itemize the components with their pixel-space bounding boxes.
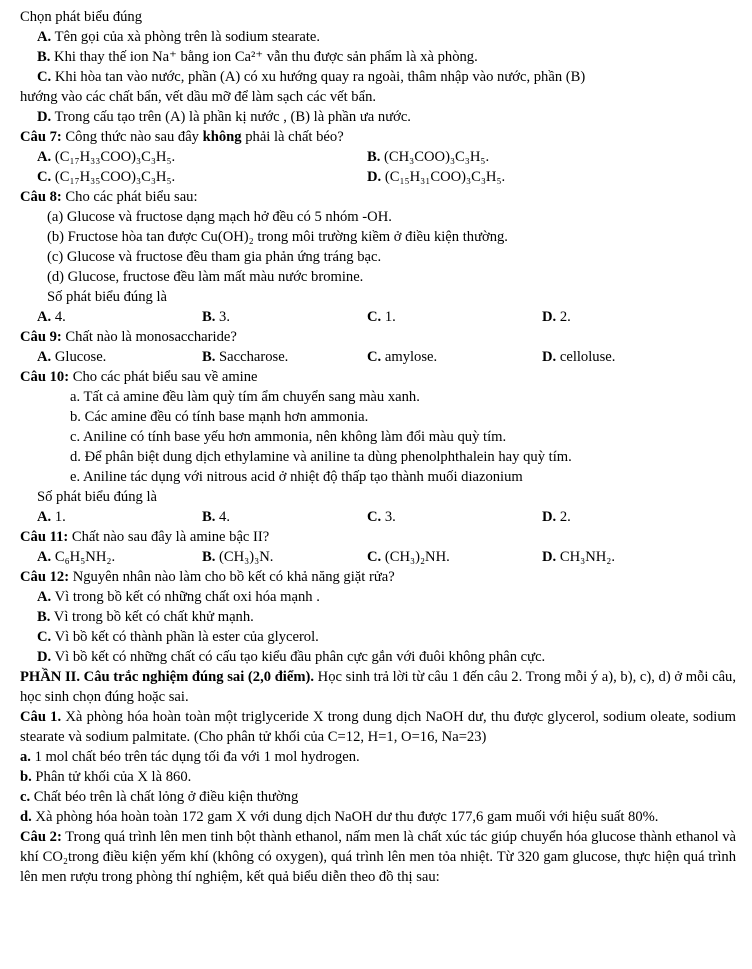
statement-text: Phân tử khối của X là 860.	[35, 769, 192, 785]
statement-letter: c.	[20, 789, 31, 805]
q9-options	[20, 347, 736, 367]
q12-option-a[interactable]	[20, 587, 736, 607]
q8-item: (d) Glucose, fructose đều làm mất màu nước bromine.	[47, 269, 364, 285]
statement-letter: b.	[20, 769, 32, 785]
option-letter: A.	[37, 149, 52, 165]
section-instruction: Học sinh trả lời từ câu 1 đến câu 2. Trong mỗi ý a), b), c), d) ở mỗi câu, học sinh chọn đúng hoặc sai.	[20, 669, 736, 705]
option-text: celloluse.	[559, 349, 616, 365]
q10-item: a. Tất cả amine đều làm quỳ tím ẩm chuyển sang màu xanh.	[70, 389, 420, 405]
q11-option-b[interactable]	[202, 547, 367, 567]
question-label: Câu 10:	[20, 369, 70, 385]
q10-option-d[interactable]	[542, 507, 707, 527]
option-letter: D.	[367, 169, 382, 185]
option-letter: B.	[202, 509, 216, 525]
stem-text: Cho các phát biểu sau:	[65, 189, 198, 205]
option-text: (C₁₇H₃₃COO)₃C₃H₅.	[54, 149, 176, 165]
q8-item: (c) Glucose và fructose đều tham gia phản ứng tráng bạc.	[47, 249, 382, 265]
p2q1-statement-d	[20, 807, 736, 827]
q10-item: c. Aniline có tính base yếu hơn ammonia, nên không làm đổi màu quỳ tím.	[70, 429, 507, 445]
statement-text: Xà phòng hóa hoàn toàn 172 gam X với dung dịch NaOH dư thu được 177,6 gam muối với hiệu suất 80%.	[35, 809, 659, 825]
option-letter: C.	[37, 169, 52, 185]
statement-text: Chất béo trên là chất lỏng ở điều kiện thường	[33, 789, 299, 805]
q9-option-b[interactable]	[202, 347, 367, 367]
q11-options	[20, 547, 736, 567]
option-letter: A.	[37, 589, 52, 605]
q7-option-d[interactable]	[367, 167, 697, 187]
option-text: Tên gọi của xà phòng trên là sodium stearate.	[54, 29, 321, 45]
statement-letter: d.	[20, 809, 32, 825]
q12-option-d[interactable]	[20, 647, 736, 667]
option-text: Vì bồ kết có thành phần là ester của glycerol.	[54, 629, 319, 645]
q6-option-d[interactable]	[20, 107, 736, 127]
q8-options	[20, 307, 736, 327]
part2-header	[20, 667, 736, 707]
q7-options-row2	[20, 167, 736, 187]
option-letter: D.	[542, 349, 557, 365]
q10-option-b[interactable]	[202, 507, 367, 527]
q7-option-a[interactable]	[37, 147, 367, 167]
q10-option-a[interactable]	[37, 507, 202, 527]
q11-option-d[interactable]	[542, 547, 707, 567]
option-text: C₆H₅NH₂.	[54, 549, 116, 565]
option-letter: B.	[37, 609, 51, 625]
option-letter: B.	[37, 49, 51, 65]
stem-text: phải là chất béo?	[241, 129, 344, 145]
q9-option-d[interactable]	[542, 347, 707, 367]
q8-option-a[interactable]	[37, 307, 202, 327]
q11-option-c[interactable]	[367, 547, 542, 567]
question-label: Câu 11:	[20, 529, 69, 545]
option-text: Vì trong bồ kết có chất khử mạnh.	[53, 609, 254, 625]
question-label: Câu 8:	[20, 189, 62, 205]
q9-option-a[interactable]	[37, 347, 202, 367]
option-text: Vì bồ kết có những chất có cấu tạo kiểu đầu phân cực gắn với đuôi không phân cực.	[54, 649, 546, 665]
option-letter: B.	[367, 149, 381, 165]
q10-item: e. Aniline tác dụng với nitrous acid ở nhiệt độ thấp tạo thành muối diazonium	[70, 469, 523, 485]
option-letter: B.	[202, 549, 216, 565]
option-letter: B.	[202, 309, 216, 325]
option-text: hướng vào các chất bẩn, vết dầu mỡ để làm sạch các vết bẩn.	[20, 89, 377, 105]
q7-option-b[interactable]	[367, 147, 697, 167]
section-heading: PHẦN II. Câu trắc nghiệm đúng sai (2,0 điểm).	[20, 669, 315, 685]
q8-item: (a) Glucose và fructose dạng mạch hở đều có 5 nhóm -OH.	[47, 209, 392, 225]
option-text: Khi thay thế ion Na⁺ bằng ion Ca²⁺ vẫn thu được sản phẩm là xà phòng.	[54, 49, 478, 65]
q10-item: b. Các amine đều có tính base mạnh hơn ammonia.	[70, 409, 369, 425]
option-text: (CH₃)₂NH.	[384, 549, 450, 565]
option-letter: A.	[37, 29, 52, 45]
option-letter: C.	[37, 69, 52, 85]
option-text: Saccharose.	[219, 349, 289, 365]
option-text: (CH₃COO)₃C₃H₅.	[384, 149, 490, 165]
q11-option-a[interactable]	[37, 547, 202, 567]
option-letter: D.	[37, 109, 52, 125]
q8-option-d[interactable]	[542, 307, 707, 327]
option-letter: D.	[542, 509, 557, 525]
stem-emphasis: không	[202, 129, 242, 145]
q12-stem	[20, 567, 736, 587]
q10-options	[20, 507, 736, 527]
q8-stem	[20, 187, 736, 207]
statement-text: 1 mol chất béo trên tác dụng tối đa với 1 mol hydrogen.	[34, 749, 360, 765]
option-letter: B.	[202, 349, 216, 365]
stem-text: Chất nào sau đây là amine bậc II?	[71, 529, 270, 545]
option-letter: D.	[542, 549, 557, 565]
stem-text: Chất nào là monosaccharide?	[65, 329, 237, 345]
option-text: Vì trong bồ kết có những chất oxi hóa mạnh .	[54, 589, 320, 605]
stem-text: Xà phòng hóa hoàn toàn một triglyceride X trong dung dịch NaOH dư, thu được glycerol, sodium oleate, sodium stearate và sodium palmitate. (Cho phân tử khối của C=12, H=1, O=16, Na=23)	[20, 709, 736, 745]
intro-text: Chọn phát biểu đúng	[20, 9, 143, 25]
option-letter: C.	[367, 509, 382, 525]
p2q1-statement-a	[20, 747, 736, 767]
question-label: Câu 12:	[20, 569, 70, 585]
q7-stem	[20, 127, 736, 147]
option-text: CH₃NH₂.	[559, 549, 616, 565]
p2q1-stem	[20, 707, 736, 747]
q9-stem	[20, 327, 736, 347]
p2q1-statement-b	[20, 767, 736, 787]
question-label: Câu 1.	[20, 709, 62, 725]
stem-text: Cho các phát biểu sau về amine	[72, 369, 258, 385]
option-text: 2.	[559, 309, 571, 325]
option-letter: C.	[367, 349, 382, 365]
p2q1-statement-c	[20, 787, 736, 807]
option-letter: C.	[367, 549, 382, 565]
option-text: (C₁₇H₃₅COO)₃C₃H₅.	[54, 169, 176, 185]
q6-options	[20, 27, 736, 127]
option-letter: A.	[37, 509, 52, 525]
q10-item: d. Để phân biệt dung dịch ethylamine và aniline ta dùng phenolphthalein hay quỳ tím.	[70, 449, 572, 465]
option-text: 4.	[219, 509, 230, 525]
p2q2-stem	[20, 827, 736, 887]
question-label: Câu 7:	[20, 129, 62, 145]
q6-option-c-cont	[20, 87, 736, 107]
option-letter: D.	[37, 649, 52, 665]
q6-option-a[interactable]	[20, 27, 736, 47]
q9-option-c[interactable]	[367, 347, 542, 367]
q8-item: (b) Fructose hòa tan được Cu(OH)₂ trong môi trường kiềm ở điều kiện thường.	[47, 229, 508, 245]
question-label: Câu 9:	[20, 329, 62, 345]
q7-options-row1	[20, 147, 736, 167]
stem-text: Nguyên nhân nào làm cho bồ kết có khả năng giặt rửa?	[72, 569, 395, 585]
option-letter: A.	[37, 549, 52, 565]
option-text: (C₁₅H₃₁COO)₃C₃H₅.	[384, 169, 506, 185]
option-letter: C.	[37, 629, 52, 645]
exam-page	[20, 7, 736, 887]
option-text: 4.	[54, 309, 66, 325]
option-text: 2.	[559, 509, 571, 525]
option-text: (CH₃)₃N.	[219, 549, 274, 565]
option-letter: D.	[542, 309, 557, 325]
q8-count-prompt: Số phát biểu đúng là	[47, 289, 167, 305]
option-text: Trong cấu tạo trên (A) là phần kị nước , (B) là phần ưa nước.	[54, 109, 411, 125]
q11-stem	[20, 527, 736, 547]
stem-text: Công thức nào sau đây	[65, 129, 203, 145]
q10-option-c[interactable]	[367, 507, 542, 527]
option-text: Khi hòa tan vào nước, phần (A) có xu hướng quay ra ngoài, thâm nhập vào nước, phần (B)	[54, 69, 586, 85]
statement-letter: a.	[20, 749, 31, 765]
q6-option-b[interactable]	[20, 47, 736, 67]
q7-option-c[interactable]	[37, 167, 367, 187]
option-text: amylose.	[384, 349, 438, 365]
q12-option-c[interactable]	[20, 627, 736, 647]
q12-option-b[interactable]	[20, 607, 736, 627]
q10-stem	[20, 367, 736, 387]
q8-option-c[interactable]	[367, 307, 542, 327]
option-letter: A.	[37, 309, 52, 325]
q10-count-prompt: Số phát biểu đúng là	[37, 489, 157, 505]
option-letter: C.	[367, 309, 382, 325]
option-text: 3.	[384, 509, 396, 525]
option-text: 3.	[219, 309, 230, 325]
option-letter: A.	[37, 349, 52, 365]
option-text: 1.	[54, 509, 66, 525]
option-text: Glucose.	[54, 349, 107, 365]
option-text: 1.	[384, 309, 396, 325]
question-label: Câu 2:	[20, 829, 62, 845]
q6-option-c[interactable]	[20, 67, 736, 87]
stem-text: Trong quá trình lên men tinh bột thành ethanol, nấm men là chất xúc tác giúp chuyển hóa glucose thành ethanol và khí CO₂trong điều kiện yếm khí (không có oxygen), quá trình lên men tỏa nhiệt. Từ 320 gam glucose, thực hiện quá trình lên men rượu trong phòng thí nghiệm, kết quả biểu diễn theo đồ thị sau:	[20, 829, 736, 885]
q8-option-b[interactable]	[202, 307, 367, 327]
